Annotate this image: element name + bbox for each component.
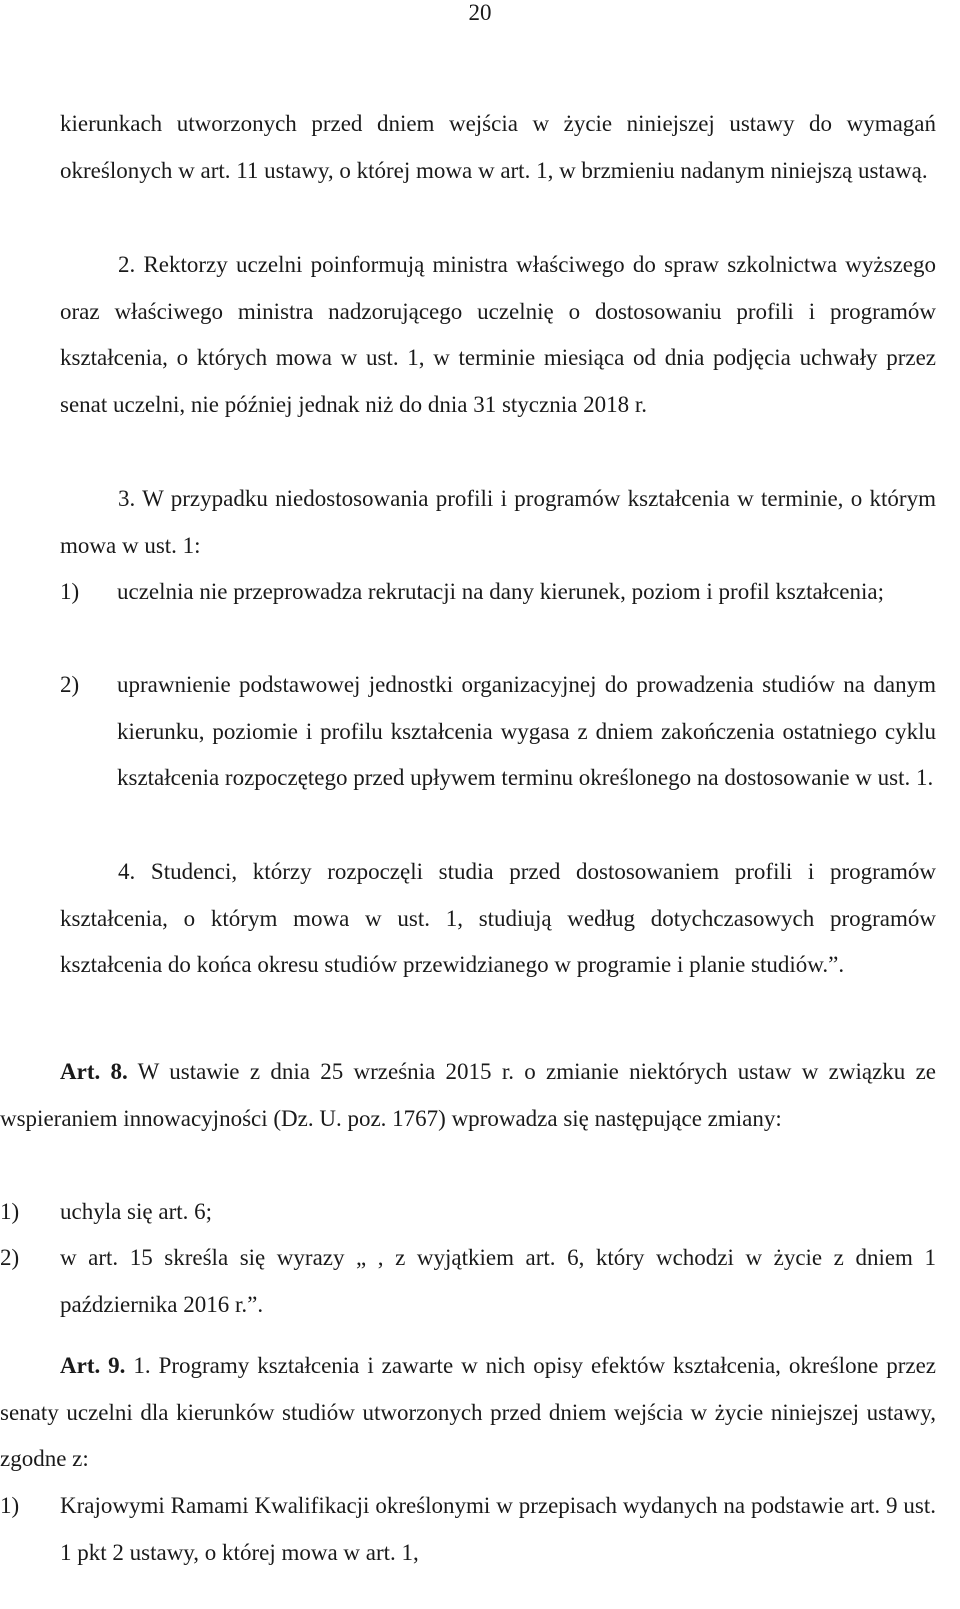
list-item-text: uczelnia nie przeprowadza rekrutacji na dany kierunek, poziom i profil kształcenia; (117, 579, 884, 604)
article-8-label: Art. 8. (60, 1059, 128, 1084)
list-item-number: 2) (60, 672, 80, 697)
article-8-text: W ustawie z dnia 25 września 2015 r. o zmianie niektórych ustaw w związku ze wspieraniem innowacyjności (Dz. U. poz. 1767) wprowadza się następujące zmiany: (0, 1059, 936, 1131)
paragraph-ust-4 (60, 849, 936, 989)
paragraph-ust-2 (60, 242, 936, 429)
list-item-number: 2) (0, 1245, 20, 1270)
paragraph-continuation: kierunkach utworzonych przed dniem wejścia w życie niniejszej ustawy do wymagań określonych w art. 11 ustawy, o której mowa w art. 1, w brzmieniu nadanym niniejszą ustawą. (60, 111, 936, 183)
paragraph-ust-3 (60, 476, 936, 569)
article-9-label: Art. 9. (60, 1353, 126, 1378)
list-item-number: 1) (0, 1199, 20, 1224)
list-item (0, 1235, 936, 1328)
list-item-text: w art. 15 skreśla się wyrazy „ , z wyjątkiem art. 6, który wchodzi w życie z dniem 1 października 2016 r.”. (60, 1245, 936, 1317)
article-9-text: 1. Programy kształcenia i zawarte w nich opisy efektów kształcenia, określone przez senaty uczelni dla kierunków studiów utworzonych przed dniem wejścia w życie niniejszej ustawy, zgodne z: (0, 1353, 936, 1472)
list-item (60, 662, 936, 802)
list-item (60, 569, 936, 616)
paragraph-ust-2-text: 2. Rektorzy uczelni poinformują ministra właściwego do spraw szkolnictwa wyższego oraz właściwego ministra nadzorującego uczelnię o dostosowaniu profili i programów kształcenia, o których mowa w ust. 1, w terminie miesiąca od dnia podjęcia uchwały przez senat uczelni, nie później jednak niż do dnia 31 stycznia 2018 r. (60, 252, 936, 418)
list-item-text: uchyla się art. 6; (60, 1199, 213, 1224)
article-9 (0, 1343, 936, 1483)
list-item (0, 1483, 936, 1576)
list-item-text: Krajowymi Ramami Kwalifikacji określonymi w przepisach wydanych na podstawie art. 9 ust. 1 pkt 2 ustawy, o której mowa w art. 1, (60, 1493, 936, 1565)
paragraph-ust-4-text: 4. Studenci, którzy rozpoczęli studia przed dostosowaniem profili i programów kształcenia, o którym mowa w ust. 1, studiują według dotychczasowych programów kształcenia do końca okresu studiów przewidzianego w programie i planie studiów.”. (60, 859, 936, 978)
article-8 (0, 1049, 936, 1142)
list-item (0, 1189, 936, 1236)
page-number: 20 (468, 0, 492, 25)
list-item-number: 1) (0, 1493, 20, 1518)
list-item-text: uprawnienie podstawowej jednostki organizacyjnej do prowadzenia studiów na danym kierunku, poziomie i profilu kształcenia wygasa z dniem zakończenia ostatniego cyklu kształcenia rozpoczętego przed upływem terminu określonego na dostosowanie w ust. 1. (117, 672, 936, 791)
paragraph-ust-3-text: 3. W przypadku niedostosowania profili i programów kształcenia w terminie, o którym mowa w ust. 1: (60, 486, 936, 558)
list-item-number: 1) (60, 579, 80, 604)
